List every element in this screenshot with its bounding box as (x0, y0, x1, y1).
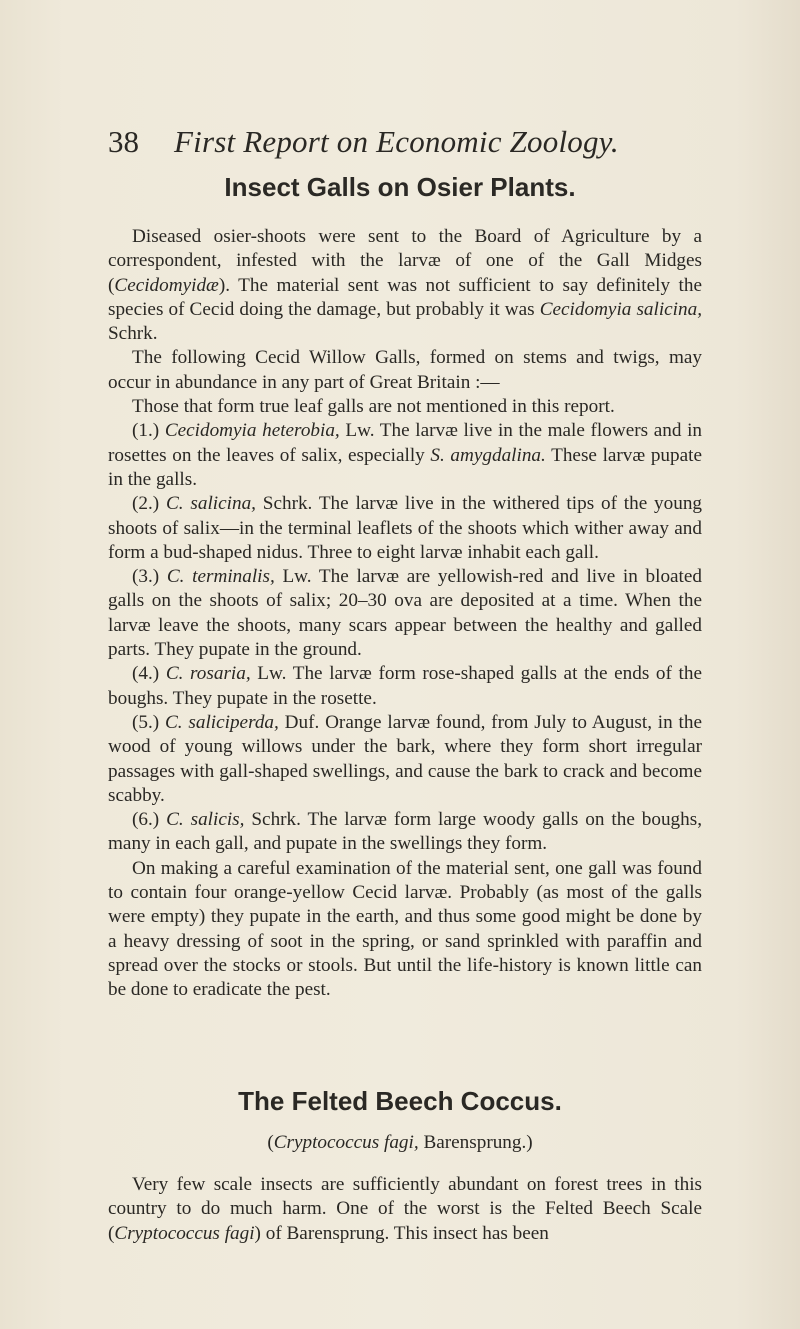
item-number: (6.) (132, 809, 167, 831)
list-item-2 (108, 492, 702, 565)
paragraph-scale-insects (108, 1173, 702, 1246)
text-run: These larvæ pupate in the galls. (108, 444, 702, 490)
text-run: Lw. The larvæ form rose-shaped galls at the ends of the boughs. They pupate in the rosette. (108, 663, 702, 709)
list-item-3 (108, 565, 702, 662)
text-run: Lw. The larvæ live in the male flowers and in rosettes on the leaves of salix, especially (108, 420, 702, 466)
taxon-name: C. terminalis, (166, 566, 275, 588)
section-subtitle (0, 1130, 800, 1156)
running-title: First Report on Economic Zoology. (174, 124, 619, 159)
taxon-name: Cryptococcus fagi, (273, 1132, 419, 1153)
list-item-1 (108, 419, 702, 492)
text-run: ) of Barensprung. This insect has been (254, 1222, 549, 1244)
page-number: 38 (108, 124, 139, 159)
text-run: Schrk. (108, 323, 158, 345)
taxon-name: Cecidomyia salicina, (539, 298, 702, 320)
item-number: (1.) (132, 420, 165, 442)
text-run: Duf. Orange larvæ found, from July to August, in the wood of young willows under the bark, where they form short irregular passages with gall-shaped swellings, and cause the bark to crack and become scabby. (108, 711, 702, 806)
text-run: ( (267, 1132, 274, 1153)
paragraph-leaf-galls-note: Those that form true leaf galls are not mentioned in this report. (132, 396, 615, 418)
text-run: Schrk. The larvæ live in the withered tips of the young shoots of salix—in the terminal leaflets of the shoots which wither away and form a bud-shaped nidus. Three to eight larvæ inhabit each gall. (108, 493, 703, 563)
taxon-name: C. rosaria, (165, 663, 251, 685)
text-run: Lw. The larvæ are yellowish-red and live in bloated galls on the shoots of salix; 20–30 ova are deposited at a time. When the larvæ leave the shoots, many scars appear between the healthy and galled parts. They pupate in the ground. (108, 566, 702, 661)
section-title-felted-beech-coccus: The Felted Beech Coccus. (238, 1086, 562, 1116)
running-header (108, 122, 708, 162)
taxon-name: C. saliciperda, (164, 711, 279, 733)
paragraph-following-galls: The following Cecid Willow Galls, formed on stems and twigs, may occur in abundance in any part of Great Britain :— (108, 347, 702, 393)
item-number: (2.) (132, 493, 166, 515)
section-title-insect-galls: Insect Galls on Osier Plants. (224, 172, 576, 202)
text-run: Diseased osier-shoots were sent to the Board of Agriculture by a correspondent, infested with the larvæ of one of the Gall Midges ( (108, 226, 702, 296)
taxon-name: C. salicina, (166, 493, 256, 515)
item-number: (5.) (132, 711, 165, 733)
taxon-name: Cecidomyidæ (114, 274, 219, 296)
taxon-name: Cecidomyia heterobia, (164, 420, 340, 442)
section-body-insect-galls (108, 225, 702, 1003)
taxon-name: S. amygdalina. (430, 444, 546, 466)
list-item-5 (108, 711, 702, 808)
list-item-6 (108, 808, 702, 857)
section-body-felted-beech-coccus (108, 1173, 702, 1246)
paragraph-examination: On making a careful examination of the material sent, one gall was found to contain four orange-yellow Cecid larvæ. Probably (as most of the galls were empty) they pupate in the earth, and thus some good might be done by a heavy dressing of soot in the spring, or sand sprinkled with paraffin and spread over the stocks or stools. But until the life-history is known little can be done to eradicate the pest. (108, 857, 702, 1001)
taxon-name: Cryptococcus fagi (114, 1222, 255, 1244)
text-run: Very few scale insects are sufficiently abundant on forest trees in this country to do much harm. One of the worst is the Felted Beech Scale ( (108, 1174, 702, 1244)
text-run: ). The material sent was not sufficient to say definitely the species of Cecid doing the damage, but probably it was (108, 274, 702, 320)
taxon-name: C. salicis, (166, 809, 245, 831)
paragraph-intro (108, 225, 702, 346)
list-item-4 (108, 662, 702, 711)
text-run: Barensprung.) (418, 1132, 533, 1153)
item-number: (4.) (132, 663, 166, 685)
item-number: (3.) (132, 566, 167, 588)
text-run: Schrk. The larvæ form large woody galls on the boughs, many in each gall, and pupate in the swellings they form. (108, 809, 702, 855)
